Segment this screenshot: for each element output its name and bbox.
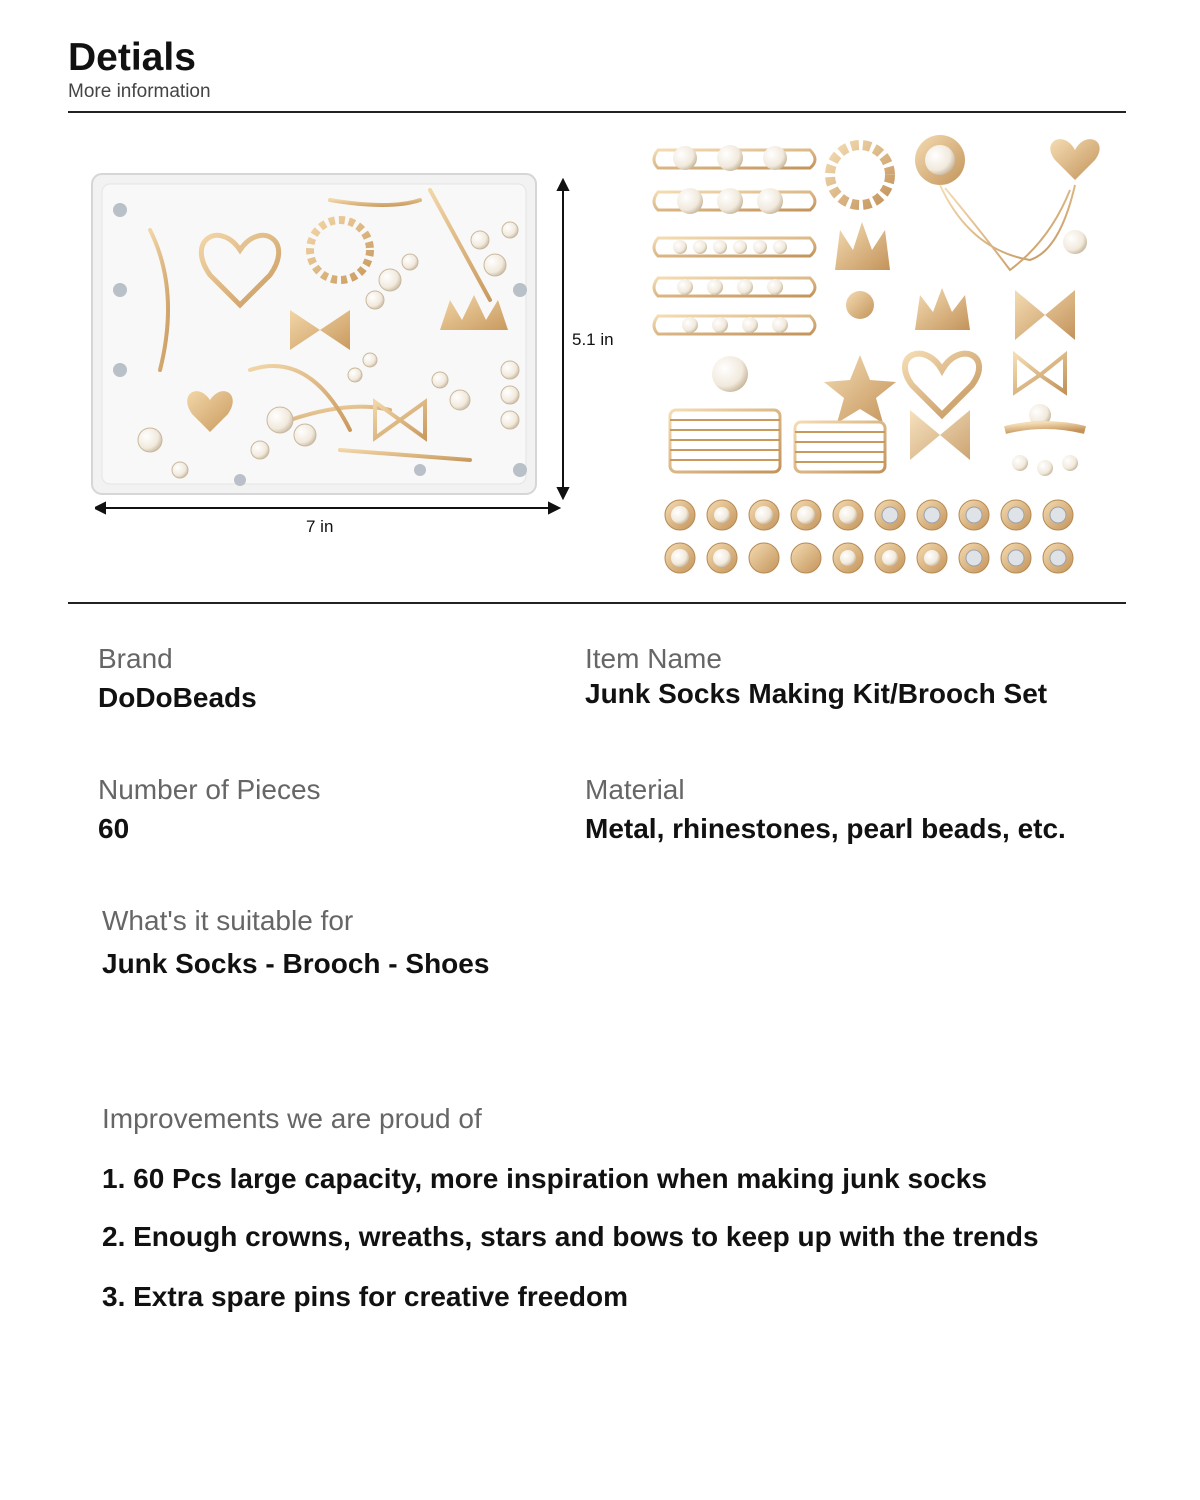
suitable-label: What's it suitable for [102,905,354,936]
pieces-label: Number of Pieces [98,774,321,805]
material-value: Metal, rhinestones, pearl beads, etc. [585,813,1066,844]
height-dimension-label: 5.1 in [572,330,614,349]
dimension-arrows [95,178,575,518]
page-subtitle: More information [68,81,211,102]
improvement-item: 2. Enough crowns, wreaths, stars and bows to keep up with the trends [102,1221,1039,1252]
improvement-item: 3. Extra spare pins for creative freedom [102,1281,628,1312]
pieces-value: 60 [98,813,130,844]
brand-value: DoDoBeads [98,682,257,713]
width-dimension-label: 7 in [306,517,334,536]
brand-label: Brand [98,643,173,674]
improvements-heading: Improvements we are proud of [102,1103,482,1134]
item-name-value: Junk Socks Making Kit/Brooch Set [585,678,1048,709]
assortment-illustration [650,130,1110,580]
suitable-value: Junk Socks - Brooch - Shoes [102,948,490,979]
improvement-item: 1. 60 Pcs large capacity, more inspiration when making junk socks [102,1163,987,1194]
middle-divider [68,602,1126,604]
page-title: Detials [68,36,196,79]
top-divider [68,111,1126,113]
brooch-assortment-image [650,130,1110,580]
material-label: Material [585,774,685,805]
item-name-label: Item Name [585,643,722,674]
